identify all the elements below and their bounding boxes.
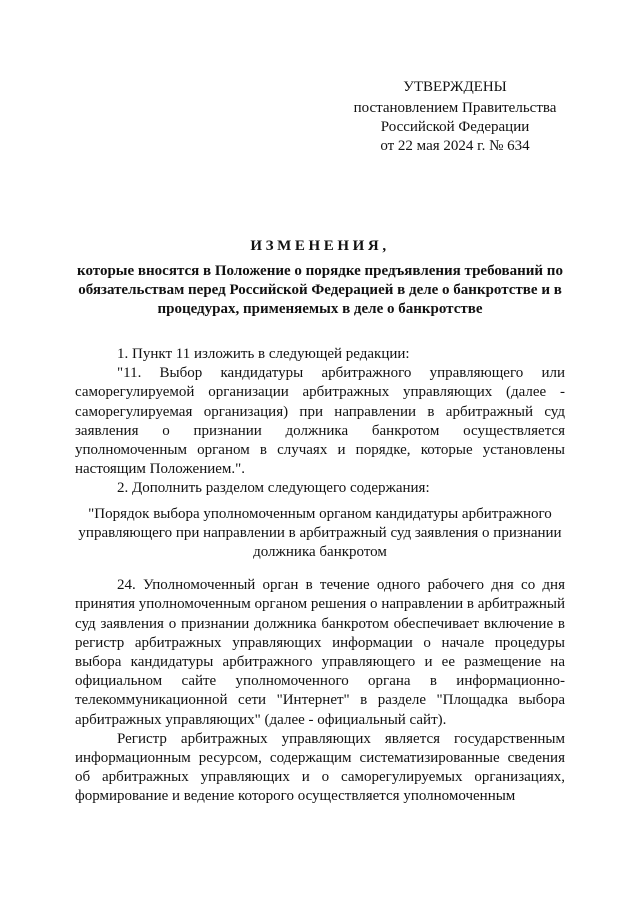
- paragraph-2: "11. Выбор кандидатуры арбитражного управляющего или саморегулируемой организации арбитражных управляющих (далее - саморегулируемая организация) при направлении в арбитражный суд заявления о признании должника банкротом осуществляется уполномоченным органом в случаях и порядке, которые установлены настоящим Положением.".: [75, 365, 565, 478]
- document-title: ИЗМЕНЕНИЯ,: [250, 238, 390, 254]
- approval-line-3: от 22 мая 2024 г. № 634: [380, 138, 530, 154]
- paragraph-4: 24. Уполномоченный орган в течение одного рабочего дня со дня принятия уполномоченным органом решения о направлении в арбитражный суд заявления о признании должника банкротом обеспечивает включение в регистр арбитражных управляющих информации о начале процедуры выбора кандидатуры арбитражного управляющего и ее размещение на официальном сайте уполномоченного органа в информационно-телекоммуникационной сети "Интернет" в разделе "Площадка выбора арбитражных управляющих" (далее - официальный сайт).: [75, 577, 565, 728]
- document-subtitle: которые вносятся в Положение о порядке предъявления требований по обязательствам перед Российской Федерацией в деле о банкротстве и в процедурах, применяемых в деле о банкротстве: [77, 263, 563, 317]
- paragraph-3: 2. Дополнить разделом следующего содержания:: [117, 480, 430, 497]
- paragraph-1: 1. Пункт 11 изложить в следующей редакции:: [117, 346, 410, 362]
- approval-line-1: постановлением Правительства: [353, 100, 557, 116]
- paragraph-5: Регистр арбитражных управляющих является государственным информационным ресурсом, содержащим систематизированные сведения об арбитражных управляющих и о саморегулируемых организациях, формирование и ведение которого осуществляется уполномоченным: [75, 730, 565, 805]
- approval-heading: УТВЕРЖДЕНЫ: [403, 79, 507, 95]
- approval-stamp: [350, 78, 560, 156]
- approval-line-2: Российской Федерации: [380, 119, 530, 135]
- section-heading: "Порядок выбора уполномоченным органом кандидатуры арбитражного управляющего при направлении в арбитражный суд заявления о признании должника банкротом: [78, 505, 562, 561]
- document-body: [75, 345, 565, 807]
